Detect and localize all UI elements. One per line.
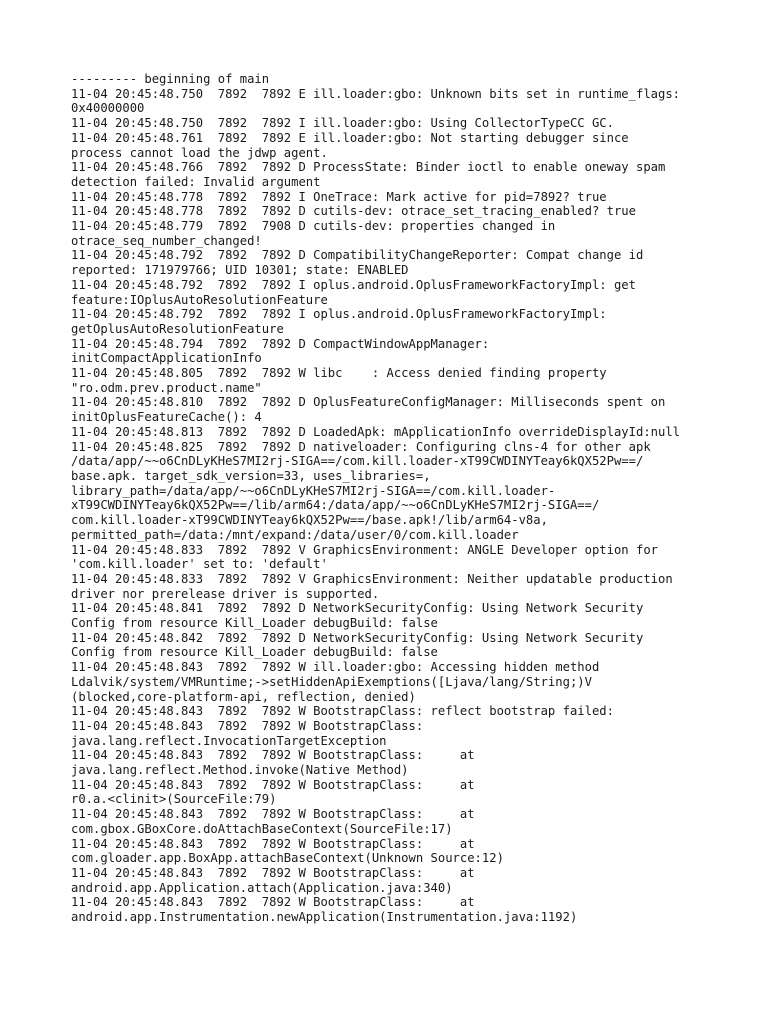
log-line: 11-04 20:45:48.843 7892 7892 W BootstrapClass:	[71, 718, 424, 733]
log-line: 11-04 20:45:48.843 7892 7892 W ill.loader:gbo: Accessing hidden method	[71, 660, 600, 675]
log-line: java.lang.reflect.InvocationTargetException	[71, 733, 387, 748]
log-line: 11-04 20:45:48.810 7892 7892 D OplusFeatureConfigManager: Milliseconds spent on	[71, 395, 666, 410]
log-line: 11-04 20:45:48.792 7892 7892 D CompatibilityChangeReporter: Compat change id	[71, 248, 644, 263]
log-line: (blocked,core-platform-api, reflection, denied)	[71, 689, 416, 704]
log-line: java.lang.reflect.Method.invoke(Native Method)	[71, 763, 409, 778]
log-line: 11-04 20:45:48.778 7892 7892 I OneTrace: Mark active for pid=7892? true	[71, 189, 607, 204]
log-line: 11-04 20:45:48.843 7892 7892 W BootstrapClass: at	[71, 777, 475, 792]
log-line: 0x40000000	[71, 101, 145, 116]
log-line: 11-04 20:45:48.750 7892 7892 I ill.loader:gbo: Using CollectorTypeCC GC.	[71, 116, 614, 131]
log-line: "ro.odm.prev.product.name"	[71, 380, 262, 395]
log-line: reported: 171979766; UID 10301; state: ENABLED	[71, 263, 409, 278]
log-line: 11-04 20:45:48.778 7892 7892 D cutils-dev: otrace_set_tracing_enabled? true	[71, 204, 636, 219]
log-line: 11-04 20:45:48.792 7892 7892 I oplus.android.OplusFrameworkFactoryImpl: get	[71, 277, 636, 292]
log-line: 11-04 20:45:48.843 7892 7892 W BootstrapClass: at	[71, 748, 475, 763]
log-line: com.gbox.GBoxCore.doAttachBaseContext(SourceFile:17)	[71, 821, 453, 836]
log-line: 11-04 20:45:48.779 7892 7908 D cutils-dev: properties changed in	[71, 219, 556, 234]
log-line: permitted_path=/data:/mnt/expand:/data/user/0/com.kill.loader	[71, 527, 519, 542]
log-line: 11-04 20:45:48.843 7892 7892 W BootstrapClass: at	[71, 865, 475, 880]
log-line: 11-04 20:45:48.833 7892 7892 V GraphicsEnvironment: Neither updatable production	[71, 571, 673, 586]
log-line: r0.a.<clinit>(SourceFile:79)	[71, 792, 277, 807]
log-line: 'com.kill.loader' set to: 'default'	[71, 557, 328, 572]
log-line: 11-04 20:45:48.792 7892 7892 I oplus.android.OplusFrameworkFactoryImpl:	[71, 307, 607, 322]
log-line: 11-04 20:45:48.805 7892 7892 W libc : Access denied finding property	[71, 366, 607, 381]
log-line: xT99CWDINYTeay6kQX52Pw==/lib/arm64:/data/app/~~o6CnDLyKHeS7MI2rj-SIGA==/	[71, 498, 600, 513]
log-line: 11-04 20:45:48.750 7892 7892 E ill.loader:gbo: Unknown bits set in runtime_flags:	[71, 86, 681, 101]
log-output	[71, 72, 711, 925]
log-line: base.apk. target_sdk_version=33, uses_libraries=,	[71, 468, 431, 483]
log-line: android.app.Application.attach(Application.java:340)	[71, 880, 453, 895]
log-line: library_path=/data/app/~~o6CnDLyKHeS7MI2rj-SIGA==/com.kill.loader-	[71, 483, 556, 498]
log-line: 11-04 20:45:48.761 7892 7892 E ill.loader:gbo: Not starting debugger since	[71, 130, 629, 145]
log-line: initOplusFeatureCache(): 4	[71, 410, 262, 425]
log-line: 11-04 20:45:48.766 7892 7892 D ProcessState: Binder ioctl to enable oneway spam	[71, 160, 666, 175]
log-line: --------- beginning of main	[71, 72, 270, 86]
log-line: 11-04 20:45:48.794 7892 7892 D CompactWindowAppManager:	[71, 336, 490, 351]
log-line: 11-04 20:45:48.843 7892 7892 W BootstrapClass: at	[71, 807, 475, 822]
log-line: com.gloader.app.BoxApp.attachBaseContext(Unknown Source:12)	[71, 851, 504, 866]
log-line: /data/app/~~o6CnDLyKHeS7MI2rj-SIGA==/com.kill.loader-xT99CWDINYTeay6kQX52Pw==/	[71, 454, 644, 469]
log-line: initCompactApplicationInfo	[71, 351, 262, 366]
log-line: Ldalvik/system/VMRuntime;->setHiddenApiExemptions([Ljava/lang/String;)V	[71, 674, 592, 689]
log-line: 11-04 20:45:48.843 7892 7892 W BootstrapClass: reflect bootstrap failed:	[71, 704, 614, 719]
log-line: process cannot load the jdwp agent.	[71, 145, 328, 160]
log-line: 11-04 20:45:48.813 7892 7892 D LoadedApk: mApplicationInfo overrideDisplayId:null	[71, 424, 681, 439]
log-line: 11-04 20:45:48.842 7892 7892 D NetworkSecurityConfig: Using Network Security	[71, 630, 644, 645]
log-line: com.kill.loader-xT99CWDINYTeay6kQX52Pw==/base.apk!/lib/arm64-v8a,	[71, 513, 548, 528]
log-line: feature:IOplusAutoResolutionFeature	[71, 292, 328, 307]
log-line: 11-04 20:45:48.841 7892 7892 D NetworkSecurityConfig: Using Network Security	[71, 601, 644, 616]
log-line: 11-04 20:45:48.825 7892 7892 D nativeloader: Configuring clns-4 for other apk	[71, 439, 651, 454]
log-line: getOplusAutoResolutionFeature	[71, 321, 284, 336]
log-line: driver nor prerelease driver is supported.	[71, 586, 380, 601]
log-line: 11-04 20:45:48.833 7892 7892 V GraphicsEnvironment: ANGLE Developer option for	[71, 542, 658, 557]
log-line: Config from resource Kill_Loader debugBuild: false	[71, 645, 438, 660]
log-line: 11-04 20:45:48.843 7892 7892 W BootstrapClass: at	[71, 836, 475, 851]
log-line: otrace_seq_number_changed!	[71, 233, 262, 248]
log-line: 11-04 20:45:48.843 7892 7892 W BootstrapClass: at	[71, 895, 475, 910]
log-line: Config from resource Kill_Loader debugBuild: false	[71, 616, 438, 631]
log-line: android.app.Instrumentation.newApplication(Instrumentation.java:1192)	[71, 910, 578, 925]
log-line: detection failed: Invalid argument	[71, 174, 321, 189]
